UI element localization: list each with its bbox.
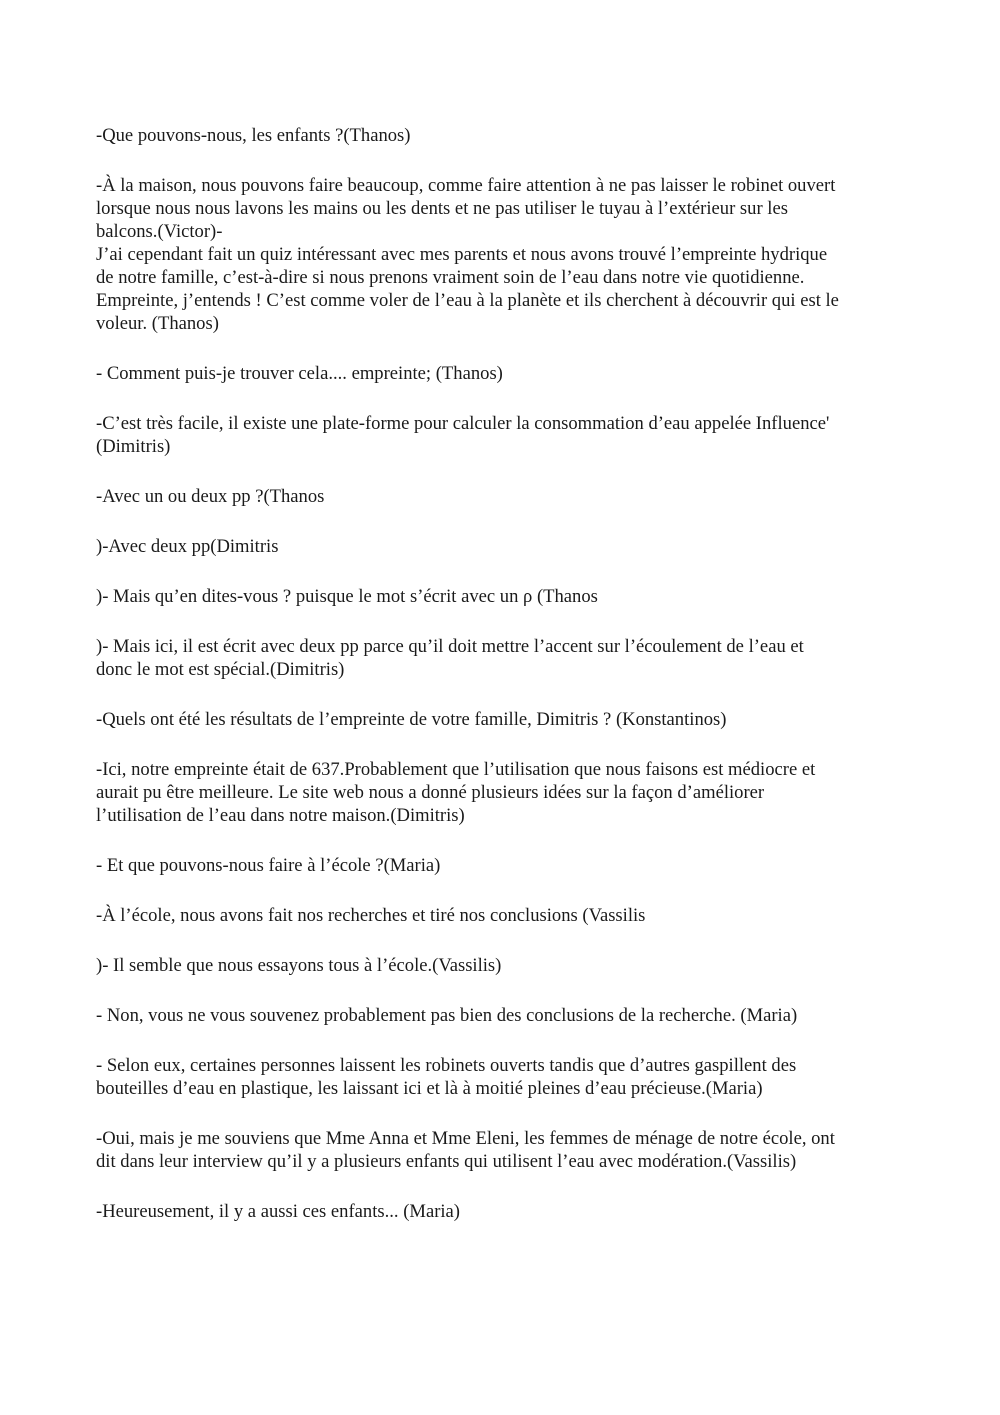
dialogue-paragraph: [96, 758, 916, 827]
text-line: )-Avec deux pp(Dimitris: [96, 536, 279, 557]
text-line: voleur. (Thanos): [96, 313, 219, 334]
text-line: - Selon eux, certaines personnes laissent les robinets ouverts tandis que d’autres gaspillent des: [96, 1055, 797, 1076]
text-line: -Avec un ou deux pp ?(Thanos: [96, 486, 325, 507]
dialogue-paragraph: [96, 904, 916, 927]
dialogue-paragraph: [96, 635, 916, 681]
text-line: Empreinte, j’entends ! C’est comme voler de l’eau à la planète et ils cherchent à découvrir qui est le: [96, 290, 839, 311]
text-line: )- Mais ici, il est écrit avec deux pp parce qu’il doit mettre l’accent sur l’écoulement de l’eau et: [96, 636, 804, 657]
text-line: -Que pouvons-nous, les enfants ?(Thanos): [96, 125, 411, 146]
document-body: [96, 124, 916, 1250]
dialogue-paragraph: [96, 412, 916, 458]
text-line: - Comment puis-je trouver cela.... empreinte; (Thanos): [96, 363, 503, 384]
text-line: -Heureusement, il y a aussi ces enfants... (Maria): [96, 1201, 460, 1222]
text-line: aurait pu être meilleure. Le site web nous a donné plusieurs idées sur la façon d’améliorer: [96, 782, 765, 803]
text-line: lorsque nous nous lavons les mains ou les dents et ne pas utiliser le tuyau à l’extérieur sur les: [96, 198, 788, 219]
text-line: bouteilles d’eau en plastique, les laissant ici et là à moitié pleines d’eau précieuse.(Maria): [96, 1078, 763, 1099]
dialogue-paragraph: [96, 1200, 916, 1223]
dialogue-paragraph: [96, 1054, 916, 1100]
text-line: l’utilisation de l’eau dans notre maison.(Dimitris): [96, 805, 465, 826]
dialogue-paragraph: [96, 708, 916, 731]
text-line: -À la maison, nous pouvons faire beaucoup, comme faire attention à ne pas laisser le robinet ouvert: [96, 175, 836, 196]
text-line: )- Mais qu’en dites-vous ? puisque le mot s’écrit avec un ρ (Thanos: [96, 586, 598, 607]
dialogue-paragraph: [96, 174, 916, 335]
dialogue-paragraph: [96, 362, 916, 385]
text-line: )- Il semble que nous essayons tous à l’école.(Vassilis): [96, 955, 502, 976]
dialogue-paragraph: [96, 1127, 916, 1173]
text-line: -Oui, mais je me souviens que Mme Anna et Mme Eleni, les femmes de ménage de notre école, ont: [96, 1128, 835, 1149]
dialogue-paragraph: [96, 954, 916, 977]
text-line: - Et que pouvons-nous faire à l’école ?(Maria): [96, 855, 441, 876]
text-line: -À l’école, nous avons fait nos recherches et tiré nos conclusions (Vassilis: [96, 905, 646, 926]
text-line: -Ici, notre empreinte était de 637.Probablement que l’utilisation que nous faisons est médiocre et: [96, 759, 816, 780]
dialogue-paragraph: [96, 485, 916, 508]
text-line: (Dimitris): [96, 436, 171, 457]
dialogue-paragraph: [96, 1004, 916, 1027]
text-line: -Quels ont été les résultats de l’empreinte de votre famille, Dimitris ? (Konstantinos): [96, 709, 727, 730]
text-line: donc le mot est spécial.(Dimitris): [96, 659, 345, 680]
text-line: balcons.(Victor)-: [96, 221, 223, 242]
text-line: - Non, vous ne vous souvenez probablement pas bien des conclusions de la recherche. (Maria): [96, 1005, 798, 1026]
text-line: -C’est très facile, il existe une plate-forme pour calculer la consommation d’eau appelée Influence': [96, 413, 830, 434]
text-line: dit dans leur interview qu’il y a plusieurs enfants qui utilisent l’eau avec modération.(Vassilis): [96, 1151, 797, 1172]
dialogue-paragraph: [96, 854, 916, 877]
text-line: de notre famille, c’est-à-dire si nous prenons vraiment soin de l’eau dans notre vie quotidienne.: [96, 267, 805, 288]
dialogue-paragraph: [96, 535, 916, 558]
dialogue-paragraph: [96, 124, 916, 147]
dialogue-paragraph: [96, 585, 916, 608]
text-line: J’ai cependant fait un quiz intéressant avec mes parents et nous avons trouvé l’empreinte hydrique: [96, 244, 828, 265]
